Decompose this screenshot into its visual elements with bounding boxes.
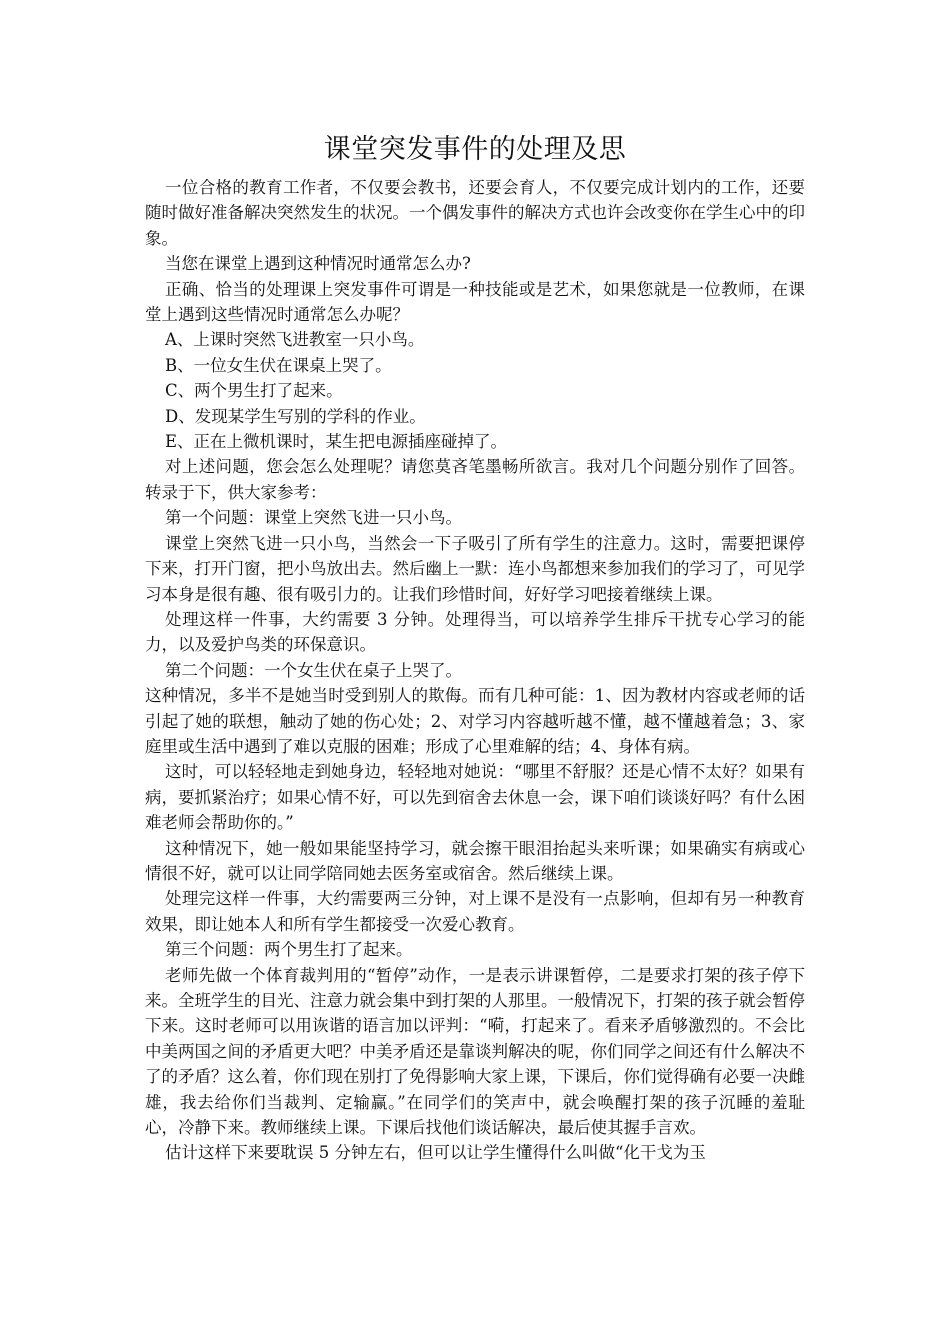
paragraph: 老师先做一个体育裁判用的“暂停”动作，一是表示讲课暂停，二是要求打架的孩子停下来。全班学生的目光、注意力就会集中到打架的人那里。一般情况下，打架的孩子就会暂停下来。这时老师可以用诙谐的语言加以评判：“嗬，打起来了。看来矛盾够激烈的。不会比中美两国之间的矛盾更大吧？中美矛盾还是靠谈判解决的呢，你们同学之间还有什么解决不了的矛盾？这么着，你们现在别打了免得影响大家上课，下课后，你们觉得确有必要一决雌雄，我去给你们当裁判、定输赢。”在同学们的笑声中，就会唤醒打架的孩子沉睡的羞耻心，冷静下来。教师继续上课。下课后找他们谈话解决，最后使其握手言欢。 <box>145 965 805 1138</box>
document-body <box>145 128 805 1166</box>
paragraph: E、正在上微机课时，某生把电源插座碰掉了。 <box>165 432 508 452</box>
paragraph: 这种情况，多半不是她当时受到别人的欺侮。而有几种可能：1、因为教材内容或老师的话引起了她的联想，触动了她的伤心处；2、对学习内容越听越不懂，越不懂越着急；3、家庭里或生活中遇到了难以克服的困难；形成了心里难解的结；4、身体有病。 <box>145 686 805 756</box>
paragraph: B、一位女生伏在课桌上哭了。 <box>165 355 392 375</box>
paragraph: D、发现某学生写别的学科的作业。 <box>165 406 426 426</box>
paragraph: C、两个男生打了起来。 <box>165 381 343 401</box>
paragraph: 对上述问题，您会怎么处理呢？请您莫吝笔墨畅所欲言。我对几个问题分别作了回答。转录于下，供大家参考： <box>145 457 805 502</box>
paragraph: 当您在课堂上遇到这种情况时通常怎么办? <box>165 254 471 274</box>
paragraph: A、上课时突然飞进教室一只小鸟。 <box>165 330 425 350</box>
paragraph-list <box>145 175 805 1166</box>
paragraph: 正确、恰当的处理课上突发事件可谓是一种技能或是艺术，如果您就是一位教师，在课堂上遇到这些情况时通常怎么办呢？ <box>145 279 805 325</box>
paragraph: 课堂上突然飞进一只小鸟，当然会一下子吸引了所有学生的注意力。这时，需要把课停下来，打开门窗，把小鸟放出去。然后幽上一默：连小鸟都想来参加我们的学习了，可见学习本身是很有趣、很有吸引力的。让我们珍惜时间，好好学习吧接着继续上课。 <box>145 533 805 604</box>
paragraph: 第一个问题：课堂上突然飞进一只小鸟。 <box>165 508 462 528</box>
paragraph: 处理完这样一件事，大约需要两三分钟，对上课不是没有一点影响，但却有另一种教育效果，即让她本人和所有学生都接受一次爱心教育。 <box>145 889 805 934</box>
paragraph: 这种情况下，她一般如果能坚持学习，就会擦干眼泪抬起头来听课；如果确实有病或心情很不好，就可以让同学陪同她去医务室或宿舍。然后继续上课。 <box>145 838 805 883</box>
document-title: 课堂突发事件的处理及思 <box>323 134 627 165</box>
paragraph: 这时，可以轻轻地走到她身边，轻轻地对她说：“哪里不舒服？还是心情不太好？如果有病，要抓紧治疗；如果心情不好，可以先到宿舍去休息一会，课下咱们谈谈好吗？有什么困难老师会帮助你的。” <box>145 762 805 833</box>
paragraph: 处理这样一件事，大约需要 3 分钟。处理得当，可以培养学生排斥干扰专心学习的能力，以及爱护鸟类的环保意识。 <box>145 609 805 655</box>
paragraph: 第二个问题：一个女生伏在桌子上哭了。 <box>165 660 462 680</box>
paragraph: 一位合格的教育工作者，不仅要会教书，还要会育人，不仅要完成计划内的工作，还要随时做好准备解决突然发生的状况。一个偶发事件的解决方式也许会改变你在学生心中的印象。 <box>145 178 805 248</box>
paragraph: 第三个问题：两个男生打了起来。 <box>165 940 413 960</box>
paragraph: 估计这样下来要耽误 5 分钟左右，但可以让学生懂得什么叫做“化干戈为玉 <box>165 1143 706 1163</box>
